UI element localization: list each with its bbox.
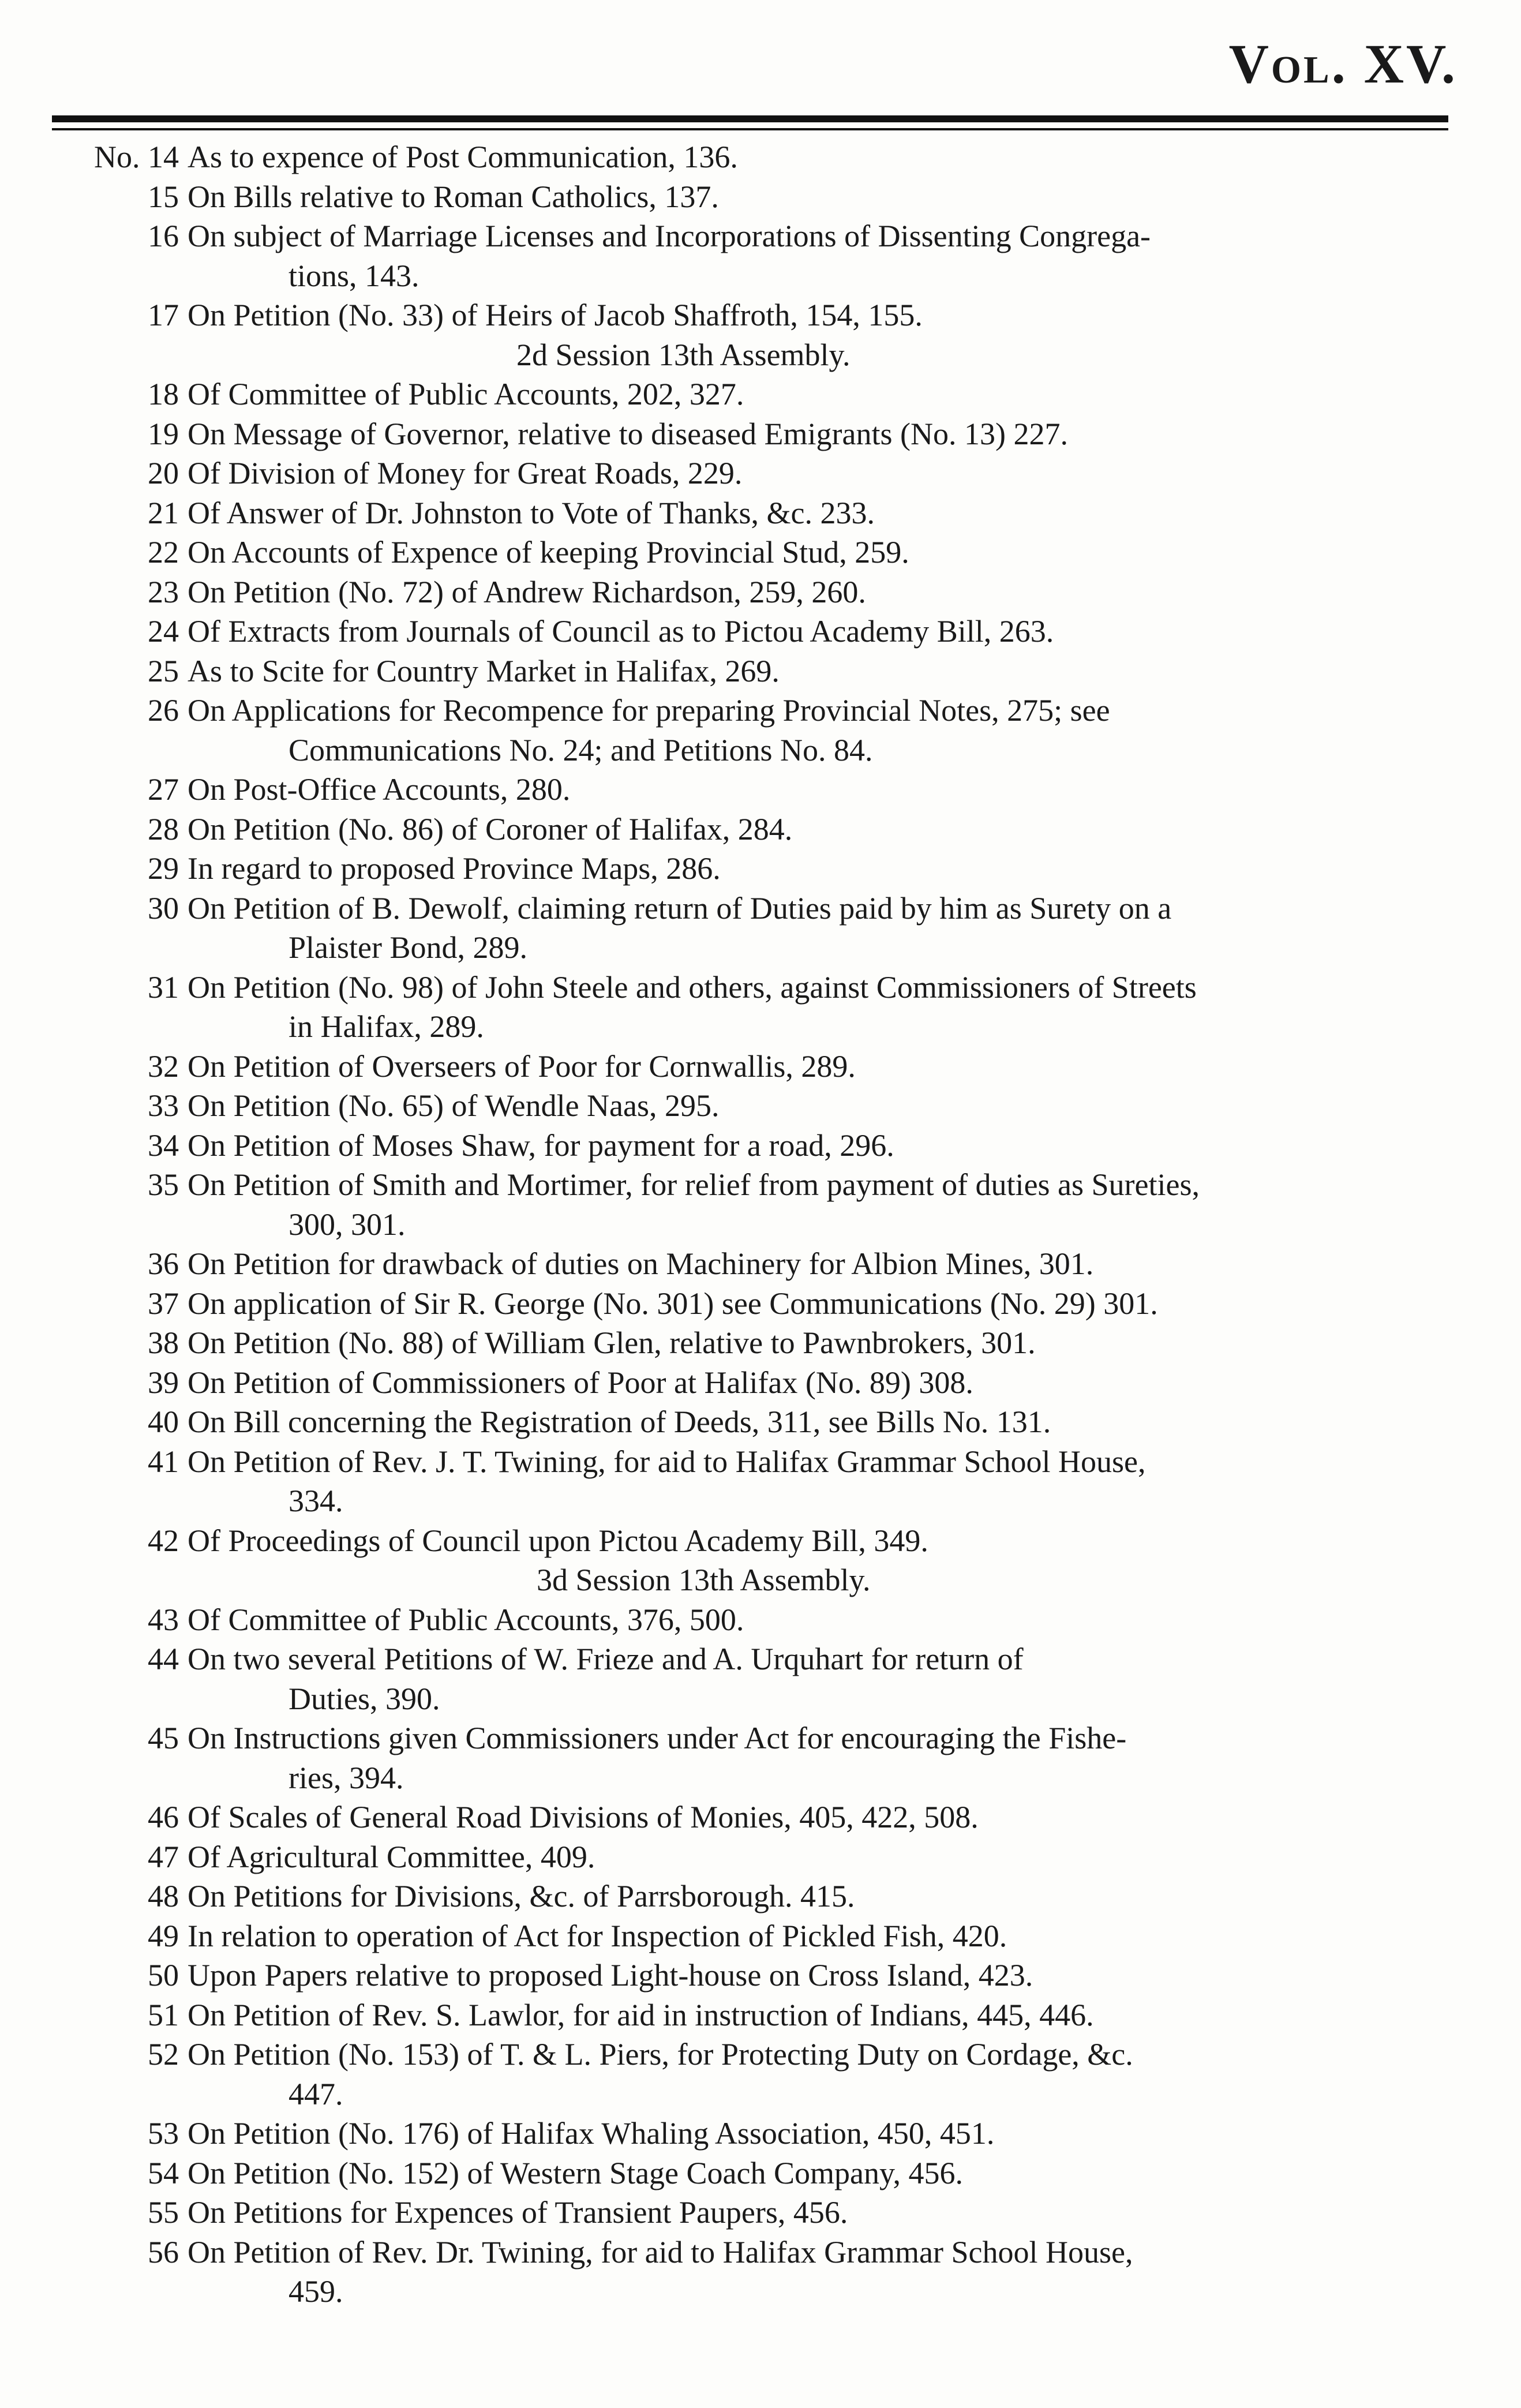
volume-header: Vol. XV. (1228, 33, 1458, 95)
entry-text: Of Answer of Dr. Johnston to Vote of Thanks, &c. 233. (188, 495, 875, 530)
entry-text: On Petition of B. Dewolf, claiming return of Duties paid by him as Surety on a (188, 890, 1172, 926)
report-entry (58, 375, 1466, 414)
entry-text: On Post-Office Accounts, 280. (188, 772, 571, 807)
report-entry (58, 2193, 1466, 2233)
entry-number: 37 (148, 1286, 179, 1321)
entry-number: 15 (148, 179, 179, 214)
entry-text: On Petitions for Divisions, &c. of Parrsborough. 415. (188, 1879, 855, 1913)
entry-number: 43 (148, 1602, 179, 1637)
entry-number: 25 (148, 653, 179, 688)
entry-number: 19 (148, 416, 179, 451)
entry-continuation: Plaister Bond, 289. (289, 930, 527, 965)
entry-number: 33 (148, 1088, 179, 1123)
entry-number: 52 (148, 2037, 179, 2072)
entry-text: On Petition of Moses Shaw, for payment for a road, 296. (188, 1128, 894, 1163)
entry-number: 42 (148, 1523, 179, 1558)
entry-text: On Petition (No. 176) of Halifax Whaling Association, 450, 451. (188, 2116, 995, 2151)
entry-continuation: in Halifax, 289. (289, 1009, 484, 1044)
report-entry (58, 810, 1466, 849)
report-entry (58, 1995, 1466, 2035)
entry-text: Of Division of Money for Great Roads, 229. (188, 456, 743, 490)
report-entry (58, 1521, 1466, 1561)
report-entry (58, 177, 1466, 217)
entry-number: 47 (148, 1839, 179, 1874)
entry-text: Of Scales of General Road Divisions of Monies, 405, 422, 508. (188, 1800, 979, 1834)
entry-number: 46 (148, 1800, 179, 1834)
entry-text: On Petition of Rev. Dr. Twining, for aid to Halifax Grammar School House, (188, 2234, 1133, 2270)
entry-number: 40 (148, 1405, 179, 1439)
entry-text: On Petition of Commissioners of Poor at Halifax (No. 89) 308. (188, 1365, 973, 1400)
header-rule-thin (52, 128, 1448, 130)
report-entry (58, 1639, 1466, 1718)
report-entry (58, 1363, 1466, 1403)
report-entry (58, 889, 1466, 968)
entry-number: 32 (148, 1048, 179, 1084)
entry-text: On Petition (No. 88) of William Glen, relative to Pawnbrokers, 301. (188, 1325, 1036, 1360)
report-entry (58, 1244, 1466, 1284)
report-entry (58, 493, 1466, 533)
entry-number: 35 (148, 1167, 179, 1202)
report-entry (58, 1047, 1466, 1087)
entry-text: On Petition (No. 153) of T. & L. Piers, for Protecting Duty on Cordage, &c. (188, 2037, 1133, 2072)
entry-text: Of Agricultural Committee, 409. (188, 1839, 595, 1874)
entry-number: 30 (148, 890, 179, 926)
entry-number: 17 (148, 298, 179, 332)
report-index-list (58, 137, 1466, 2312)
report-entry (58, 968, 1466, 1047)
entry-text: On Petition for drawback of duties on Machinery for Albion Mines, 301. (188, 1246, 1094, 1281)
report-entry (58, 1323, 1466, 1363)
entry-text: In regard to proposed Province Maps, 286. (188, 851, 721, 886)
report-entry (58, 691, 1466, 770)
report-entry (58, 1797, 1466, 1837)
report-entry (58, 2154, 1466, 2193)
entry-text: As to Scite for Country Market in Halifax, 269. (188, 653, 780, 688)
report-entry (58, 1402, 1466, 1442)
entry-text: Upon Papers relative to proposed Light-house on Cross Island, 423. (188, 1958, 1033, 1993)
entry-continuation: Duties, 390. (289, 1681, 440, 1716)
report-entry (58, 572, 1466, 612)
entry-number: 26 (148, 693, 179, 728)
entry-number: 27 (148, 772, 179, 807)
entry-number: 53 (148, 2116, 179, 2151)
entry-text: On application of Sir R. George (No. 301) see Communications (No. 29) 301. (188, 1286, 1158, 1321)
entry-text: On Accounts of Expence of keeping Provincial Stud, 259. (188, 535, 909, 570)
entry-number: No. 14 (94, 140, 179, 174)
report-entry (58, 770, 1466, 810)
entry-number: 20 (148, 456, 179, 490)
entry-number: 45 (148, 1721, 179, 1755)
report-entry (58, 414, 1466, 454)
entry-text: On Petitions for Expences of Transient Paupers, 456. (188, 2195, 848, 2230)
entry-number: 49 (148, 1918, 179, 1953)
entry-text: On Message of Governor, relative to diseased Emigrants (No. 13) 227. (188, 416, 1068, 451)
entry-text: On Bills relative to Roman Catholics, 137. (188, 179, 719, 214)
report-entry (58, 651, 1466, 691)
entry-text: On Petition of Rev. J. T. Twining, for aid to Halifax Grammar School House, (188, 1444, 1146, 1479)
report-entry (58, 1165, 1466, 1244)
report-entry (58, 1126, 1466, 1166)
entry-text: As to expence of Post Communication, 136. (188, 140, 738, 174)
entry-text: On Petition (No. 152) of Western Stage Coach Company, 456. (188, 2155, 963, 2190)
entry-number: 16 (148, 219, 179, 253)
entry-number: 56 (148, 2234, 179, 2270)
report-entry (58, 1284, 1466, 1324)
entry-number: 21 (148, 495, 179, 530)
report-entry (58, 1086, 1466, 1126)
report-entry (58, 1956, 1466, 1995)
entry-number: 28 (148, 811, 179, 847)
report-entry (58, 1442, 1466, 1521)
entry-text: On Petition (No. 65) of Wendle Naas, 295. (188, 1088, 720, 1123)
entry-number: 29 (148, 851, 179, 886)
entry-text: Of Committee of Public Accounts, 202, 327. (188, 377, 744, 411)
entry-number: 51 (148, 1997, 179, 2032)
entry-continuation: 447. (289, 2076, 343, 2111)
report-entry (58, 1837, 1466, 1877)
entry-number: 38 (148, 1325, 179, 1360)
entry-text: On Petition (No. 98) of John Steele and others, against Commissioners of Streets (188, 969, 1197, 1005)
header-rule-thick (52, 115, 1448, 122)
report-entry (58, 295, 1466, 335)
entry-number: 34 (148, 1128, 179, 1163)
entry-text: On Applications for Recompence for preparing Provincial Notes, 275; see (188, 693, 1110, 728)
entry-continuation: 334. (289, 1484, 343, 1518)
entry-text: On Instructions given Commissioners under Act for encouraging the Fishe- (188, 1721, 1127, 1755)
entry-continuation: ries, 394. (289, 1760, 404, 1795)
report-entry (58, 849, 1466, 889)
entry-text: On Petition of Rev. S. Lawlor, for aid in instruction of Indians, 445, 446. (188, 1997, 1094, 2032)
entry-number: 55 (148, 2195, 179, 2230)
entry-number: 23 (148, 574, 179, 609)
entry-text: On Petition (No. 72) of Andrew Richardson, 259, 260. (188, 574, 866, 609)
entry-text: In relation to operation of Act for Inspection of Pickled Fish, 420. (188, 1918, 1007, 1953)
report-entry (58, 1916, 1466, 1956)
report-entry (58, 533, 1466, 572)
entry-number: 22 (148, 535, 179, 570)
entry-number: 44 (148, 1642, 179, 1676)
entry-number: 54 (148, 2155, 179, 2190)
session-heading: 3d Session 13th Assembly. (537, 1563, 871, 1597)
entry-number: 41 (148, 1444, 179, 1479)
entry-continuation: 300, 301. (289, 1207, 406, 1242)
entry-text: On Petition (No. 86) of Coroner of Halifax, 284. (188, 811, 793, 847)
report-entry (58, 1600, 1466, 1640)
report-entry (58, 2114, 1466, 2154)
report-entry (58, 2233, 1466, 2312)
entry-text: On two several Petitions of W. Frieze and A. Urquhart for return of (188, 1642, 1024, 1676)
session-heading: 2d Session 13th Assembly. (516, 337, 851, 372)
entry-continuation: tions, 143. (289, 258, 419, 293)
entry-number: 18 (148, 377, 179, 411)
report-entry (58, 612, 1466, 651)
entry-text: On Petition of Overseers of Poor for Cornwallis, 289. (188, 1048, 856, 1084)
entry-text: Of Committee of Public Accounts, 376, 500. (188, 1602, 744, 1637)
entry-text: On Petition (No. 33) of Heirs of Jacob Shaffroth, 154, 155. (188, 298, 923, 332)
entry-number: 36 (148, 1246, 179, 1281)
entry-number: 50 (148, 1958, 179, 1993)
report-entry (58, 137, 1466, 177)
entry-text: Of Extracts from Journals of Council as to Pictou Academy Bill, 263. (188, 614, 1054, 649)
report-entry (58, 1877, 1466, 1916)
report-entry (58, 216, 1466, 295)
entry-text: On subject of Marriage Licenses and Incorporations of Dissenting Congrega- (188, 219, 1151, 253)
report-entry (58, 1718, 1466, 1797)
entry-continuation: Communications No. 24; and Petitions No. 84. (289, 732, 873, 767)
report-entry (58, 2035, 1466, 2114)
report-entry (58, 454, 1466, 493)
entry-number: 39 (148, 1365, 179, 1400)
entry-number: 24 (148, 614, 179, 649)
entry-number: 31 (148, 969, 179, 1005)
entry-continuation: 459. (289, 2274, 343, 2309)
entry-text: On Bill concerning the Registration of Deeds, 311, see Bills No. 131. (188, 1405, 1051, 1439)
entry-text: On Petition of Smith and Mortimer, for relief from payment of duties as Sureties, (188, 1167, 1200, 1202)
entry-text: Of Proceedings of Council upon Pictou Academy Bill, 349. (188, 1523, 928, 1558)
entry-number: 48 (148, 1879, 179, 1913)
